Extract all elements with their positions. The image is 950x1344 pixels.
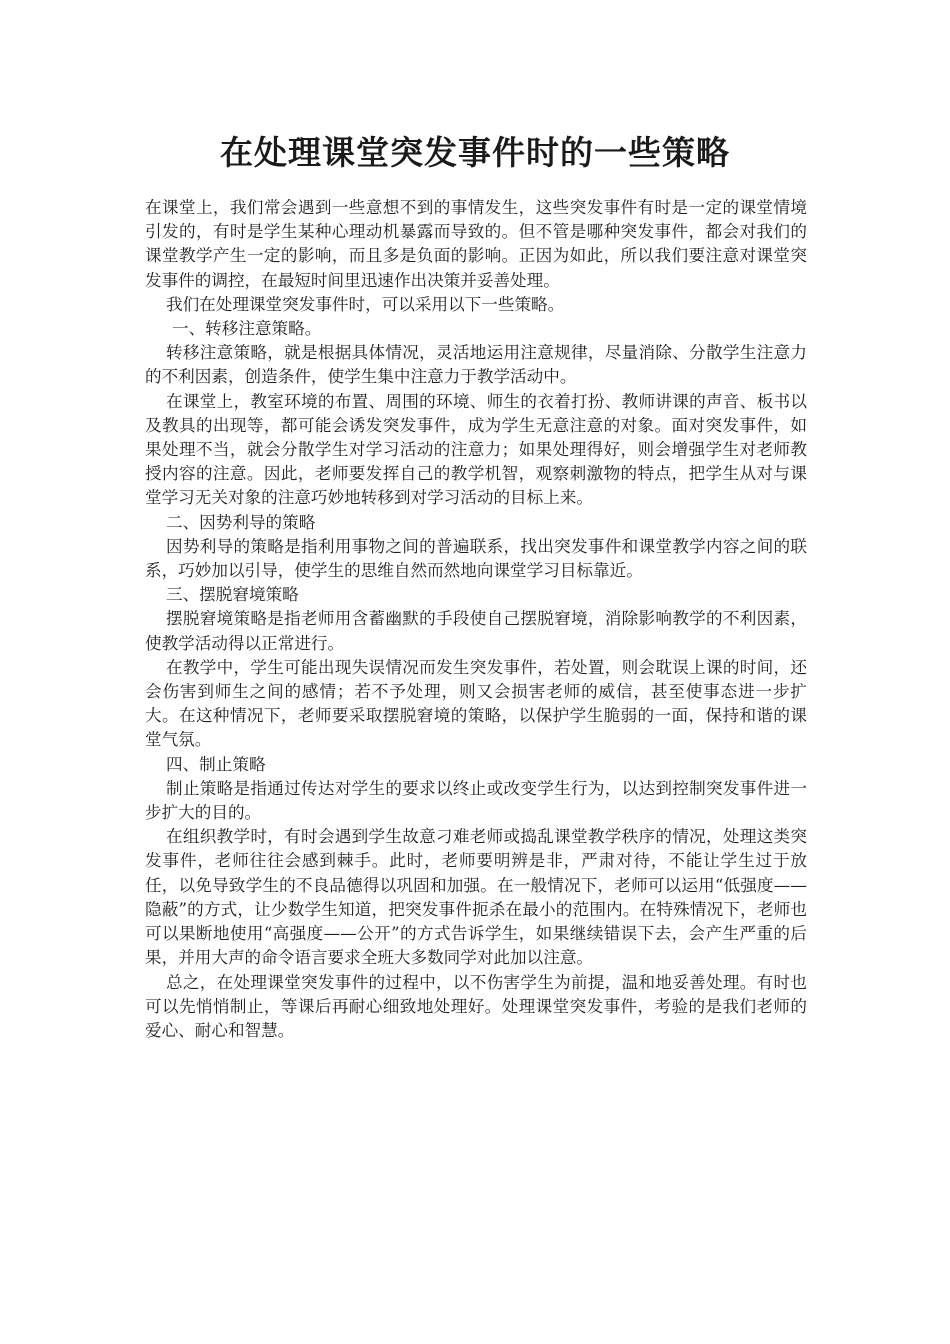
section-heading-4: 四、制止策略 (166, 754, 266, 774)
document-body (145, 196, 807, 1043)
document-title: 在处理课堂突发事件时的一些策略 (220, 133, 730, 172)
paragraph-strategies-intro: 我们在处理课堂突发事件时，可以采用以下一些策略。 (166, 294, 565, 314)
paragraph-intro: 在课堂上，我们常会遇到一些意想不到的事情发生，这些突发事件有时是一定的课堂情境引发的，有时是学生某种心理动机暴露而导致的。但不管是哪种突发事件，都会对我们的课堂教学产生一定的影响，而且多是负面的影响。正因为如此，所以我们要注意对课堂突发事件的调控，在最短时间里迅速作出决策并妥善处理。 (145, 198, 807, 290)
paragraph: 在组织教学时，有时会遇到学生故意刁难老师或捣乱课堂教学秩序的情况，处理这类突发事件，老师往往会感到棘手。此时，老师要明辨是非，严肃对待，不能让学生过于放任，以免导致学生的不良品德得以巩固和加强。在一般情况下，老师可以运用“低强度——隐蔽”的方式，让少数学生知道，把突发事件扼杀在最小的范围内。在特殊情况下，老师也可以果断地使用“高强度——公开”的方式告诉学生，如果继续错误下去，会产生严重的后果，并用大声的命令语言要求全班大多数同学对此加以注意。 (145, 827, 807, 968)
paragraph: 在教学中，学生可能出现失误情况而发生突发事件，若处置，则会耽误上课的时间，还会伤害到师生之间的感情；若不予处理，则又会损害老师的威信，甚至使事态进一步扩大。在这种情况下，老师要采取摆脱窘境的策略，以保护学生脆弱的一面，保持和谐的课堂气氛。 (145, 657, 807, 750)
paragraph: 制止策略是指通过传达对学生的要求以终止或改变学生行为，以达到控制突发事件进一步扩大的目的。 (145, 778, 807, 823)
section-heading-2: 二、因势利导的策略 (166, 512, 316, 532)
paragraph-conclusion: 总之，在处理课堂突发事件的过程中，以不伤害学生为前提，温和地妥善处理。有时也可以先悄悄制止，等课后再耐心细致地处理好。处理课堂突发事件，考验的是我们老师的爱心、耐心和智慧。 (145, 972, 807, 1040)
paragraph: 在课堂上，教室环境的布置、周围的环境、师生的衣着打扮、教师讲课的声音、板书以及教具的出现等，都可能会诱发突发事件，成为学生无意注意的对象。面对突发事件，如果处理不当，就会分散学生对学习活动的注意力；如果处理得好，则会增强学生对老师教授内容的注意。因此，老师要发挥自己的教学机智，观察刺激物的特点，把学生从对与课堂学习无关对象的注意巧妙地转移到对学习活动的目标上来。 (145, 391, 807, 508)
section-heading-3: 三、摆脱窘境策略 (166, 585, 299, 605)
paragraph: 因势利导的策略是指利用事物之间的普遍联系，找出突发事件和课堂教学内容之间的联系，巧妙加以引导，使学生的思维自然而然地向课堂学习目标靠近。 (145, 536, 807, 581)
section-heading-1: 一、转移注意策略。 (172, 319, 322, 339)
paragraph: 转移注意策略，就是根据具体情况，灵活地运用注意规律，尽量消除、分散学生注意力的不利因素，创造条件，使学生集中注意力于教学活动中。 (145, 343, 807, 387)
paragraph: 摆脱窘境策略是指老师用含蓄幽默的手段使自己摆脱窘境，消除影响教学的不利因素，使教学活动得以正常进行。 (145, 609, 807, 653)
